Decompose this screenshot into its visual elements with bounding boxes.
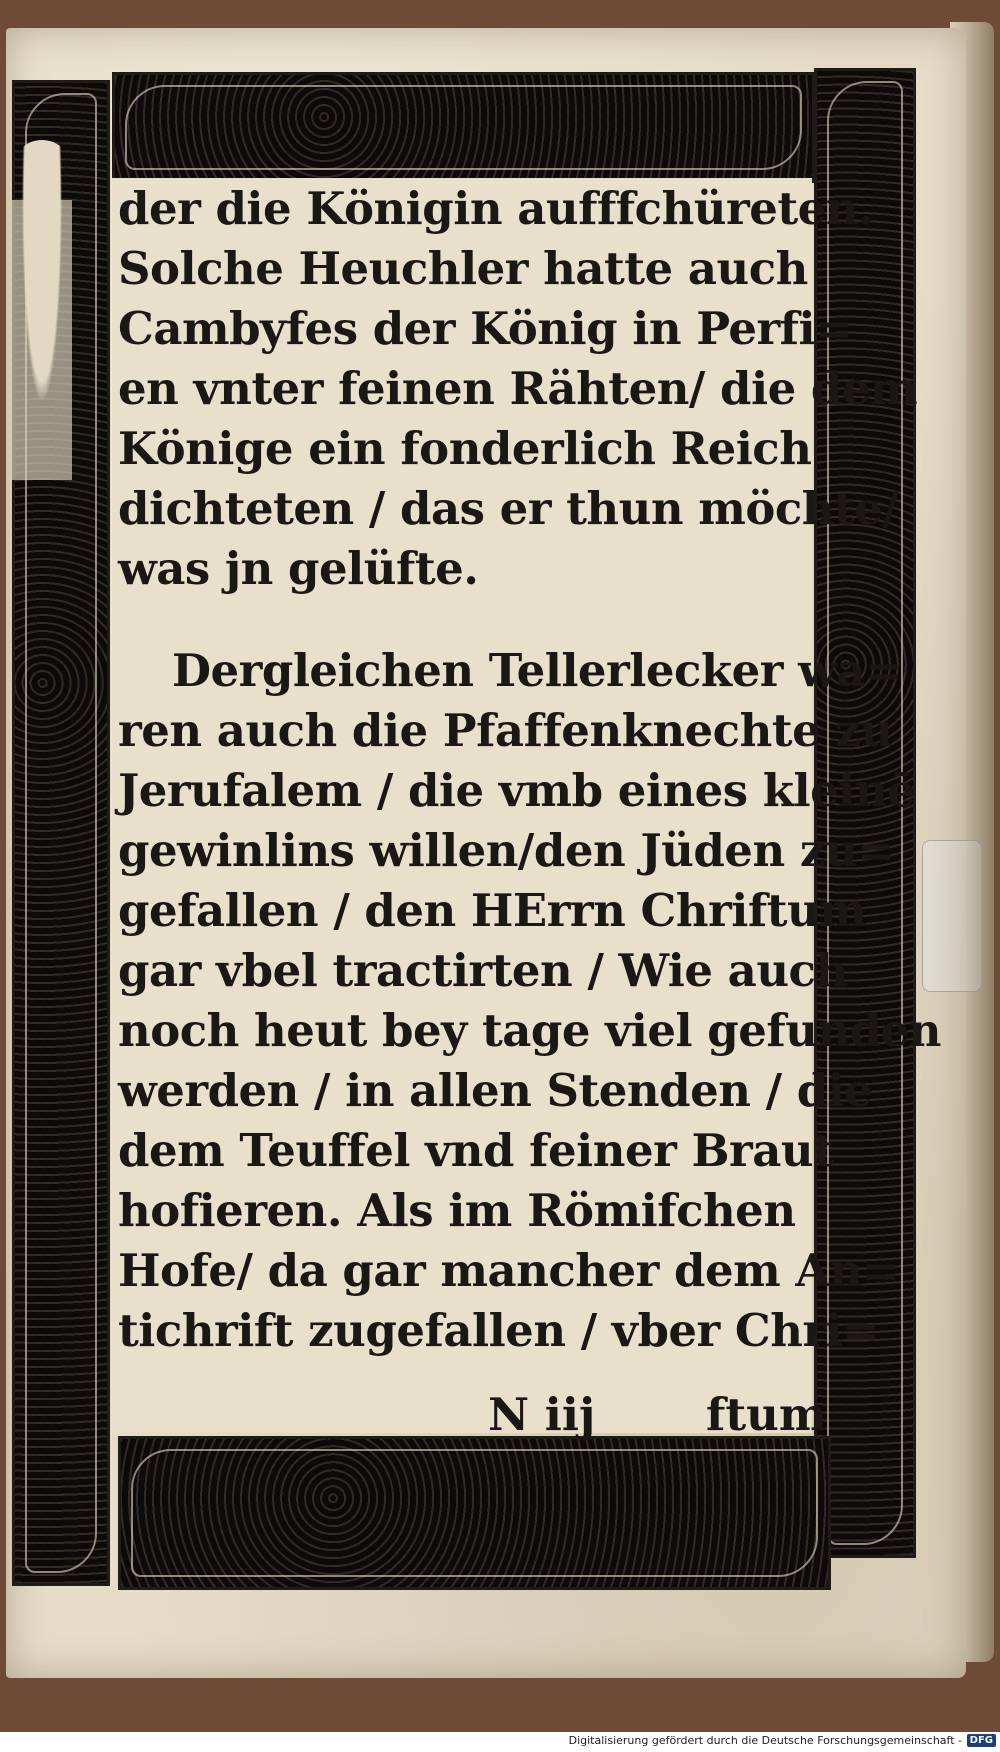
text-line: gefallen / den HErrn Chriftum (118, 884, 867, 937)
text-line: Dergleichen Tellerlecker wa= (172, 644, 903, 697)
dfg-logo: DFG (967, 1734, 996, 1747)
text-line: der die Königin aufffchüreten. (118, 182, 874, 235)
woodcut-border-bottom (118, 1436, 831, 1590)
text-line: gewinlins willen/den Jüden zu= (118, 824, 895, 877)
text-line: was jn gelüfte. (118, 542, 479, 595)
text-line: Jerufalem / die vmb eines kleinē (118, 764, 916, 817)
digitization-credit: Digitalisierung gefördert durch die Deutsche Forschungsgemeinschaft - (568, 1734, 962, 1747)
text-line: Könige ein fonderlich Reich (118, 422, 812, 475)
woodcut-border-top (112, 72, 815, 183)
saint-figure-left (12, 140, 72, 500)
signature-mark: N iij (488, 1388, 596, 1441)
catchword: ftum (706, 1388, 827, 1441)
text-line: noch heut bey tage viel gefunden (118, 1004, 941, 1057)
text-line: gar vbel tractirten / Wie auch (118, 944, 848, 997)
text-line: ren auch die Pfaffenknechte zu (118, 704, 893, 757)
page-clip (922, 840, 982, 992)
text-line: werden / in allen Stenden / die (118, 1064, 873, 1117)
text-line: en vnter feinen Rähten/ die dem (118, 362, 918, 415)
text-line: tichrift zugefallen / vber Chri= (118, 1304, 880, 1357)
text-line: hofieren. Als im Römifchen (118, 1184, 796, 1237)
text-line: Hofe/ da gar mancher dem An= (118, 1244, 900, 1297)
text-line: dichteten / das er thun möchte/ (118, 482, 899, 535)
text-line: Cambyfes der König in Perfi= (118, 302, 853, 355)
text-line: dem Teuffel vnd feiner Braut (118, 1124, 834, 1177)
text-line: Solche Heuchler hatte auch (118, 242, 808, 295)
